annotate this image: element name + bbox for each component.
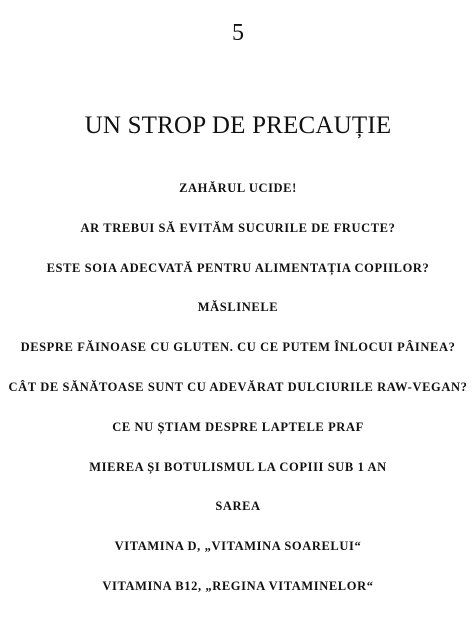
contents-item-honey-botulism: MIEREA ȘI BOTULISMUL LA COPIII SUB 1 AN bbox=[89, 459, 387, 474]
chapter-title: UN STROP DE PRECAUȚIE bbox=[84, 112, 392, 139]
contents-item-vitamin-d: VITAMINA D, „VITAMINA SOARELUI“ bbox=[114, 539, 362, 554]
contents-item-soy: ESTE SOIA ADECVATĂ PENTRU ALIMENTAȚIA COPIILOR? bbox=[46, 260, 430, 275]
contents-item-raw-vegan-sweets: CÂT DE SĂNĂTOASE SUNT CU ADEVĂRAT DULCIURILE RAW-VEGAN? bbox=[8, 379, 468, 394]
chapter-number: 5 bbox=[232, 20, 244, 46]
contents-item-gluten: DESPRE FĂINOASE CU GLUTEN. CU CE PUTEM ÎNLOCUI PÂINEA? bbox=[20, 340, 456, 355]
chapter-contents-list bbox=[0, 180, 476, 618]
contents-item-olives: MĂSLINELE bbox=[197, 300, 279, 315]
contents-item-fruit-juice: AR TREBUI SĂ EVITĂM SUCURILE DE FRUCTE? bbox=[80, 220, 396, 235]
contents-item-powdered-milk: CE NU ȘTIAM DESPRE LAPTELE PRAF bbox=[112, 419, 364, 434]
contents-item-salt: SAREA bbox=[215, 499, 261, 514]
contents-item-vitamin-b12: VITAMINA B12, „REGINA VITAMINELOR“ bbox=[102, 578, 374, 593]
contents-item-sugar: ZAHĂRUL UCIDE! bbox=[179, 181, 297, 195]
